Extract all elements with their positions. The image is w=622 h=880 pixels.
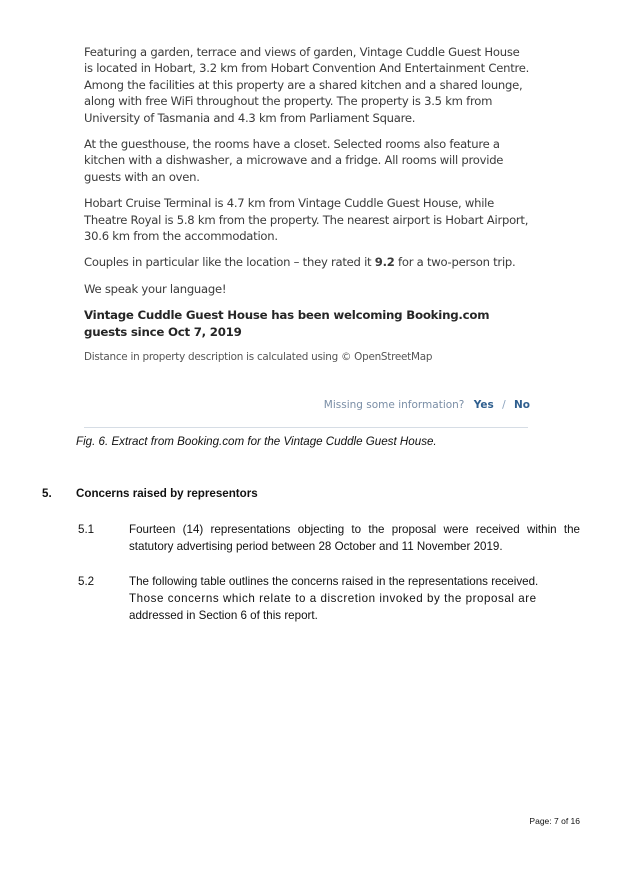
description-paragraph-2: At the guesthouse, the rooms have a closet. Selected rooms also feature a kitchen with a dishwasher, a microwave and a fridge. All rooms will provide guests with an oven. [84,137,504,184]
page-number: Page: 7 of 16 [529,816,580,826]
numbered-item-5-1 [78,521,580,557]
couples-rating-value: 9.2 [374,255,395,270]
numbered-item-5-2 [78,573,580,627]
feedback-question: Missing some information? [323,399,465,411]
description-paragraph-3: Hobart Cruise Terminal is 4.7 km from Vintage Cuddle Guest House, while Theatre Royal is 5.8 km from the property. The nearest airport is Hobart Airport, 30.6 km from the accommodation. [84,196,529,244]
figure-caption: Fig. 6. Extract from Booking.com for the Vintage Cuddle Guest House. [76,435,437,448]
extract-divider [84,427,528,428]
section-heading [42,487,258,500]
couples-text-after: for a two-person trip. [394,255,516,270]
booking-extract [84,44,530,376]
item-text: Fourteen (14) representations objecting to the proposal were received within the statutory advertising period between 28 October and 11 November 2019. [129,523,580,553]
couples-rating-paragraph [84,254,530,270]
description-paragraph-1: Featuring a garden, terrace and views of garden, Vintage Cuddle Guest House is located in Hobart, 3.2 km from Hobart Convention And Entertainment Centre. Among the facilities at this property are a shared kitchen and a shared lounge, along with free WiFi throughout the property. The property is 3.5 km from University of Tasmania and 4.3 km from Parliament Square. [84,45,530,125]
item-text-line-1: The following table outlines the concerns raised in the representations received. [129,575,539,588]
feedback-separator: / [502,399,506,411]
language-paragraph: We speak your language! [84,281,227,296]
item-text-line-2: Those concerns which relate to a discretion invoked by the proposal are [129,592,537,605]
feedback-no-link[interactable]: No [513,399,530,411]
distance-note: Distance in property description is calculated using © OpenStreetMap [84,351,433,364]
item-text [129,573,580,624]
item-number: 5.1 [78,523,95,536]
item-text-line-3: addressed in Section 6 of this report. [129,609,318,622]
couples-text-before: Couples in particular like the location – they rated it [84,255,375,270]
item-number: 5.2 [78,575,95,588]
missing-info-feedback [84,399,530,417]
feedback-yes-link[interactable]: Yes [473,399,494,411]
welcoming-statement: Vintage Cuddle Guest House has been welcoming Booking.com guests since Oct 7, 2019 [84,308,490,339]
section-title: Concerns raised by representors [76,487,258,500]
section-number: 5. [42,487,52,500]
